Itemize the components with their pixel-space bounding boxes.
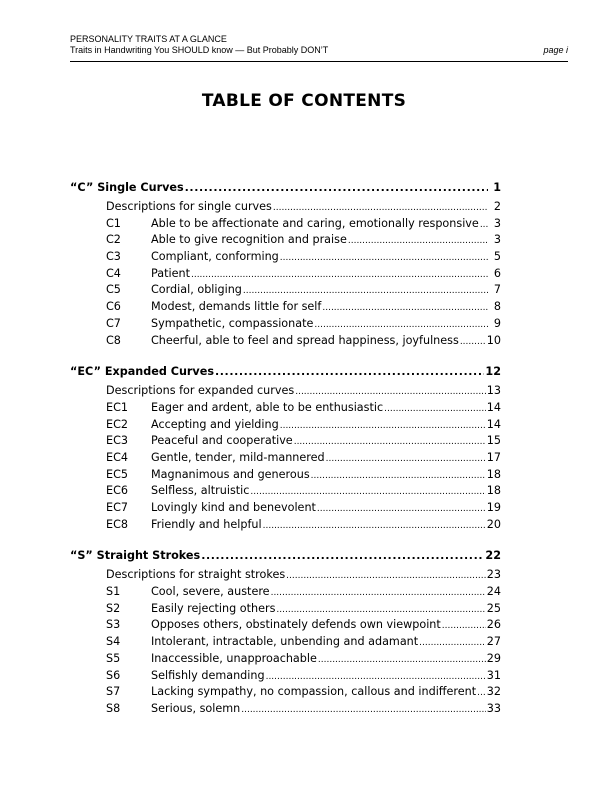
dot-leader	[286, 568, 486, 581]
trait-page-number: 31	[486, 668, 501, 682]
trait-page-number: 7	[493, 283, 501, 297]
trait-code: S6	[106, 668, 121, 682]
toc-entry[interactable]	[70, 334, 501, 351]
toc-entry[interactable]	[70, 669, 501, 686]
book-title: PERSONALITY TRAITS AT A GLANCE	[70, 34, 227, 44]
dot-leader	[243, 283, 488, 296]
trait-text: Serious, solemn	[151, 701, 241, 715]
trait-code: EC3	[106, 434, 128, 448]
dot-leader	[201, 549, 484, 562]
trait-page-number: 14	[486, 417, 501, 431]
trait-page-number: 33	[486, 701, 501, 715]
dot-leader	[280, 250, 488, 263]
trait-code: EC5	[106, 467, 128, 481]
toc-entry[interactable]	[70, 702, 501, 719]
trait-page-number: 5	[493, 250, 501, 264]
trait-text: Selfishly demanding	[151, 668, 265, 682]
description-text: Descriptions for expanded curves	[106, 384, 295, 398]
section-page-number: 12	[485, 365, 501, 379]
trait-text: Inaccessible, unapproachable	[151, 651, 317, 665]
toc-entry[interactable]	[70, 501, 501, 518]
trait-code: S5	[106, 651, 121, 665]
description-entry[interactable]	[70, 568, 501, 585]
toc-section	[70, 549, 501, 718]
dot-leader	[318, 652, 486, 665]
dot-leader	[250, 484, 485, 497]
trait-code: EC4	[106, 450, 128, 464]
toc-entry[interactable]	[70, 618, 501, 635]
trait-code: C7	[106, 316, 121, 330]
trait-text: Eager and ardent, able to be enthusiastic	[151, 400, 384, 414]
trait-text: Selfless, altruistic	[151, 484, 250, 498]
trait-code: EC8	[106, 517, 128, 531]
toc-entry[interactable]	[70, 451, 501, 468]
dot-leader	[460, 334, 486, 347]
trait-text: Opposes others, obstinately defends own viewpoint	[151, 618, 441, 632]
trait-page-number: 27	[486, 635, 501, 649]
description-page-number: 13	[486, 384, 501, 398]
dot-leader	[276, 602, 485, 615]
description-text: Descriptions for straight strokes	[106, 568, 286, 582]
toc-entry[interactable]	[70, 468, 501, 485]
trait-code: EC7	[106, 501, 128, 514]
toc-entry[interactable]	[70, 217, 501, 234]
trait-code: S4	[106, 635, 121, 649]
book-subtitle: Traits in Handwriting You SHOULD know — But Probably DON’T	[70, 45, 329, 55]
toc-entry[interactable]	[70, 602, 501, 619]
trait-code: C4	[106, 266, 121, 280]
dot-leader	[384, 401, 486, 414]
trait-code: C2	[106, 233, 121, 247]
toc-entry[interactable]	[70, 518, 501, 535]
trait-code: S8	[106, 701, 121, 715]
dot-leader	[326, 451, 486, 464]
trait-text: Gentle, tender, mild-mannered	[151, 450, 325, 464]
dot-leader	[191, 267, 488, 280]
running-header	[70, 34, 568, 56]
toc-entry[interactable]	[70, 283, 501, 300]
description-text: Descriptions for single curves	[106, 200, 272, 213]
dot-leader	[348, 233, 488, 246]
trait-text: Lacking sympathy, no compassion, callous and indifferent	[151, 685, 477, 699]
toc-entry[interactable]	[70, 250, 501, 267]
dot-leader	[273, 200, 488, 213]
trait-code: EC2	[106, 417, 128, 431]
table-of-contents	[70, 181, 501, 734]
toc-section	[70, 181, 501, 350]
trait-page-number: 17	[486, 450, 501, 464]
dot-leader	[294, 434, 486, 447]
trait-page-number: 15	[486, 434, 501, 448]
dot-leader	[314, 317, 488, 330]
trait-code: S3	[106, 618, 121, 632]
description-entry[interactable]	[70, 200, 501, 217]
toc-section	[70, 365, 501, 534]
description-page-number: 23	[486, 568, 501, 582]
dot-leader	[271, 585, 486, 598]
trait-code: S1	[106, 585, 121, 599]
trait-page-number: 3	[493, 216, 501, 230]
trait-code: EC6	[106, 484, 128, 498]
trait-page-number: 18	[486, 467, 501, 481]
toc-entry[interactable]	[70, 585, 501, 602]
trait-text: Cool, severe, austere	[151, 585, 270, 599]
trait-page-number: 10	[486, 333, 501, 347]
trait-page-number: 9	[493, 316, 501, 330]
trait-text: Easily rejecting others	[151, 601, 276, 615]
dot-leader	[241, 702, 486, 715]
trait-text: Accepting and yielding	[151, 417, 279, 431]
trait-text: Magnanimous and generous	[151, 467, 310, 481]
trait-text: Modest, demands little for self	[151, 300, 322, 314]
description-page-number: 2	[493, 200, 501, 213]
trait-text: Lovingly kind and benevolent	[151, 501, 316, 514]
trait-code: S7	[106, 685, 121, 699]
toc-entry[interactable]	[70, 300, 501, 317]
dot-leader	[477, 685, 486, 698]
page-title: TABLE OF CONTENTS	[201, 91, 407, 111]
trait-text: Intolerant, intractable, unbending and adamant	[151, 635, 419, 649]
dot-leader	[322, 300, 488, 313]
trait-code: C5	[106, 283, 121, 297]
dot-leader	[442, 618, 486, 631]
trait-page-number: 24	[486, 585, 501, 599]
toc-entry[interactable]	[70, 418, 501, 435]
toc-entry[interactable]	[70, 267, 501, 284]
trait-code: C8	[106, 333, 121, 347]
trait-code: C6	[106, 300, 121, 314]
trait-text: Patient	[151, 266, 190, 280]
dot-leader	[215, 365, 484, 378]
trait-text: Compliant, conforming	[151, 250, 279, 264]
section-heading: “EC” Expanded Curves	[70, 365, 214, 379]
trait-text: Able to be affectionate and caring, emotionally responsive	[151, 216, 479, 230]
dot-leader	[266, 669, 486, 682]
section-page-number: 22	[485, 549, 501, 563]
trait-code: EC1	[106, 400, 128, 414]
dot-leader	[480, 217, 488, 230]
trait-text: Peaceful and cooperative	[151, 434, 293, 448]
dot-leader	[263, 518, 486, 531]
section-heading-entry[interactable]	[70, 365, 501, 384]
toc-entry[interactable]	[70, 434, 501, 451]
trait-page-number: 20	[486, 517, 501, 531]
description-entry[interactable]	[70, 384, 501, 401]
trait-page-number: 8	[493, 300, 501, 314]
dot-leader	[317, 501, 486, 514]
toc-entry[interactable]	[70, 233, 501, 250]
trait-text: Friendly and helpful	[151, 517, 262, 531]
toc-entry[interactable]	[70, 685, 501, 702]
trait-page-number: 32	[486, 685, 501, 699]
dot-leader	[419, 635, 486, 648]
section-heading: “S” Straight Strokes	[70, 549, 201, 563]
trait-text: Cordial, obliging	[151, 283, 242, 297]
toc-entry[interactable]	[70, 484, 501, 501]
section-page-number: 1	[493, 181, 501, 194]
trait-page-number: 14	[486, 400, 501, 414]
header-rule	[70, 61, 568, 62]
trait-text: Cheerful, able to feel and spread happiness, joyfulness	[151, 333, 459, 347]
toc-entry[interactable]	[70, 635, 501, 652]
trait-page-number: 25	[486, 601, 501, 615]
trait-page-number: 18	[486, 484, 501, 498]
trait-page-number: 19	[486, 501, 501, 514]
trait-page-number: 29	[486, 651, 501, 665]
trait-code: S2	[106, 601, 121, 615]
dot-leader	[295, 384, 486, 397]
section-heading: “C” Single Curves	[70, 181, 184, 194]
toc-entry[interactable]	[70, 317, 501, 334]
section-heading-entry[interactable]	[70, 181, 501, 200]
trait-page-number: 6	[493, 266, 501, 280]
page-label: page i	[543, 45, 568, 55]
toc-entry[interactable]	[70, 401, 501, 418]
dot-leader	[185, 181, 488, 194]
trait-page-number: 26	[486, 618, 501, 632]
trait-page-number: 3	[493, 233, 501, 247]
dot-leader	[280, 418, 486, 431]
running-header-subline	[70, 45, 568, 56]
toc-entry[interactable]	[70, 652, 501, 669]
section-heading-entry[interactable]	[70, 549, 501, 568]
trait-code: C1	[106, 216, 121, 230]
trait-code: C3	[106, 250, 121, 264]
dot-leader	[311, 468, 486, 481]
trait-text: Sympathetic, compassionate	[151, 316, 314, 330]
trait-text: Able to give recognition and praise	[151, 233, 347, 247]
